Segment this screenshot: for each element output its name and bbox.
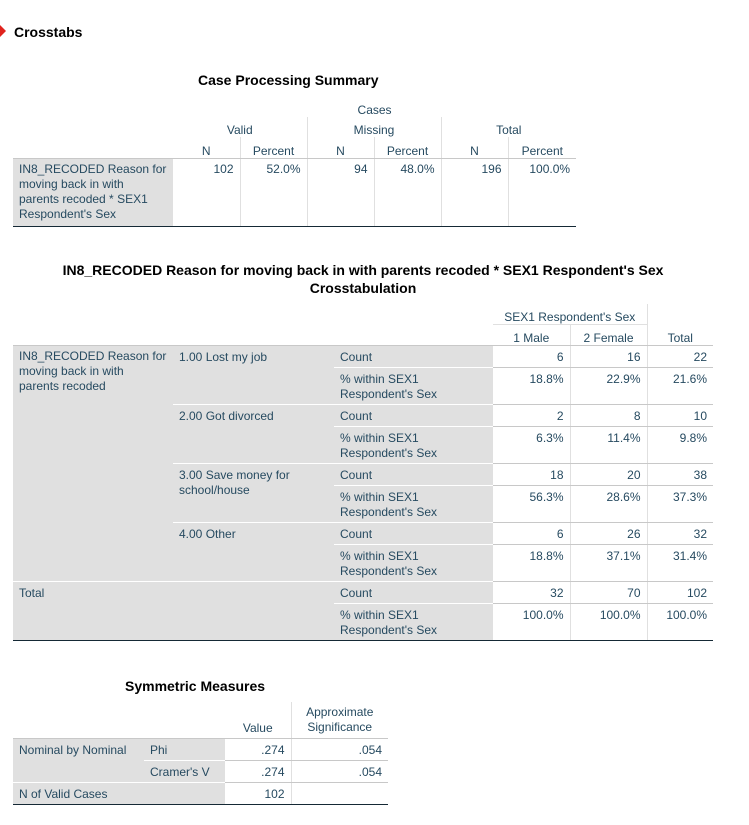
crosstab-table bbox=[13, 304, 713, 641]
table-cell: 20 bbox=[570, 463, 647, 485]
significance-header: Approximate Significance bbox=[291, 702, 388, 738]
table-cell: 102 bbox=[225, 782, 291, 804]
table-cell: 102 bbox=[647, 581, 713, 603]
col-header: N bbox=[307, 137, 374, 158]
table-cell: 196 bbox=[441, 158, 508, 226]
table-cell: 26 bbox=[570, 522, 647, 544]
crosstab-title-line2: Crosstabulation bbox=[309, 280, 417, 296]
cases-header: Cases bbox=[357, 103, 392, 117]
table-cell: 56.3% bbox=[493, 485, 570, 522]
category-label: 4.00 Other bbox=[173, 522, 334, 581]
table-cell: 2 bbox=[493, 404, 570, 426]
table-cell: 94 bbox=[307, 158, 374, 226]
table-cell: 18.8% bbox=[493, 544, 570, 581]
stat-label: % within SEX1 Respondent's Sex bbox=[334, 544, 493, 581]
table-cell: 48.0% bbox=[374, 158, 441, 226]
table-cell: 32 bbox=[647, 522, 713, 544]
total-row-label: Total bbox=[13, 581, 334, 640]
table-cell: 6.3% bbox=[493, 426, 570, 463]
table-cell: 22 bbox=[647, 345, 713, 367]
table-cell: 18 bbox=[493, 463, 570, 485]
valid-cases-label: N of Valid Cases bbox=[13, 782, 225, 804]
col-header: N bbox=[441, 137, 508, 158]
stat-label: Count bbox=[334, 463, 493, 485]
value-header: Value bbox=[225, 702, 291, 738]
table-cell: 9.8% bbox=[647, 426, 713, 463]
symmetric-title: Symmetric Measures bbox=[125, 678, 266, 694]
category-label: 2.00 Got divorced bbox=[173, 404, 334, 463]
table-cell: 37.3% bbox=[647, 485, 713, 522]
category-label: 3.00 Save money for school/house bbox=[173, 463, 334, 522]
table-cell: 100.0% bbox=[570, 603, 647, 640]
table-cell: 10 bbox=[647, 404, 713, 426]
stat-label: Count bbox=[334, 581, 493, 603]
col-header: Percent bbox=[508, 137, 576, 158]
case-summary-title: Case Processing Summary bbox=[198, 72, 379, 88]
stat-label: % within SEX1 Respondent's Sex bbox=[334, 485, 493, 522]
stat-label: % within SEX1 Respondent's Sex bbox=[334, 603, 493, 640]
case-row-label: IN8_RECODED Reason for moving back in with parents recoded * SEX1 Respondent's Sex bbox=[13, 158, 173, 226]
row-variable-label: IN8_RECODED Reason for moving back in with parents recoded bbox=[13, 345, 173, 581]
section-title: Crosstabs bbox=[14, 24, 83, 40]
measure-group-label: Nominal by Nominal bbox=[13, 738, 144, 782]
col-header-total: Total bbox=[647, 324, 713, 345]
table-cell: 8 bbox=[570, 404, 647, 426]
table-cell: 100.0% bbox=[493, 603, 570, 640]
table-cell: 52.0% bbox=[240, 158, 307, 226]
table-cell: 37.1% bbox=[570, 544, 647, 581]
table-cell: 102 bbox=[173, 158, 240, 226]
table-cell: 31.4% bbox=[647, 544, 713, 581]
stat-label: % within SEX1 Respondent's Sex bbox=[334, 426, 493, 463]
stat-label: Count bbox=[334, 404, 493, 426]
measure-label: Phi bbox=[144, 738, 225, 760]
crosstab-title-line1: IN8_RECODED Reason for moving back in with parents recoded * SEX1 Respondent's Sex bbox=[62, 262, 664, 278]
col-header: N bbox=[173, 137, 240, 158]
table-cell: 16 bbox=[570, 345, 647, 367]
table-cell: .274 bbox=[225, 760, 291, 782]
category-label: 1.00 Lost my job bbox=[173, 345, 334, 404]
col-header: Percent bbox=[240, 137, 307, 158]
table-cell: 18.8% bbox=[493, 367, 570, 404]
table-cell: 28.6% bbox=[570, 485, 647, 522]
col-header-male: 1 Male bbox=[493, 324, 570, 345]
table-cell: 100.0% bbox=[647, 603, 713, 640]
table-cell: 11.4% bbox=[570, 426, 647, 463]
stat-label: Count bbox=[334, 345, 493, 367]
valid-header: Valid bbox=[173, 117, 307, 137]
table-cell: 6 bbox=[493, 522, 570, 544]
table-cell: 70 bbox=[570, 581, 647, 603]
table-cell bbox=[291, 782, 388, 804]
crosstab-title bbox=[13, 261, 713, 297]
stat-label: Count bbox=[334, 522, 493, 544]
case-summary-table bbox=[13, 97, 576, 227]
col-header: Percent bbox=[374, 137, 441, 158]
col-header-female: 2 Female bbox=[570, 324, 647, 345]
table-cell: 21.6% bbox=[647, 367, 713, 404]
total-header: Total bbox=[496, 123, 522, 137]
missing-header: Missing bbox=[307, 117, 441, 137]
symmetric-table bbox=[13, 702, 388, 805]
table-cell: .054 bbox=[291, 760, 388, 782]
table-cell: .274 bbox=[225, 738, 291, 760]
table-cell: 38 bbox=[647, 463, 713, 485]
section-marker-icon bbox=[0, 25, 6, 37]
measure-label: Cramer's V bbox=[144, 760, 225, 782]
sex-group-header: SEX1 Respondent's Sex bbox=[493, 304, 647, 324]
table-cell: 22.9% bbox=[570, 367, 647, 404]
stat-label: % within SEX1 Respondent's Sex bbox=[334, 367, 493, 404]
table-cell: .054 bbox=[291, 738, 388, 760]
table-cell: 100.0% bbox=[508, 158, 576, 226]
table-cell: 6 bbox=[493, 345, 570, 367]
table-cell: 32 bbox=[493, 581, 570, 603]
